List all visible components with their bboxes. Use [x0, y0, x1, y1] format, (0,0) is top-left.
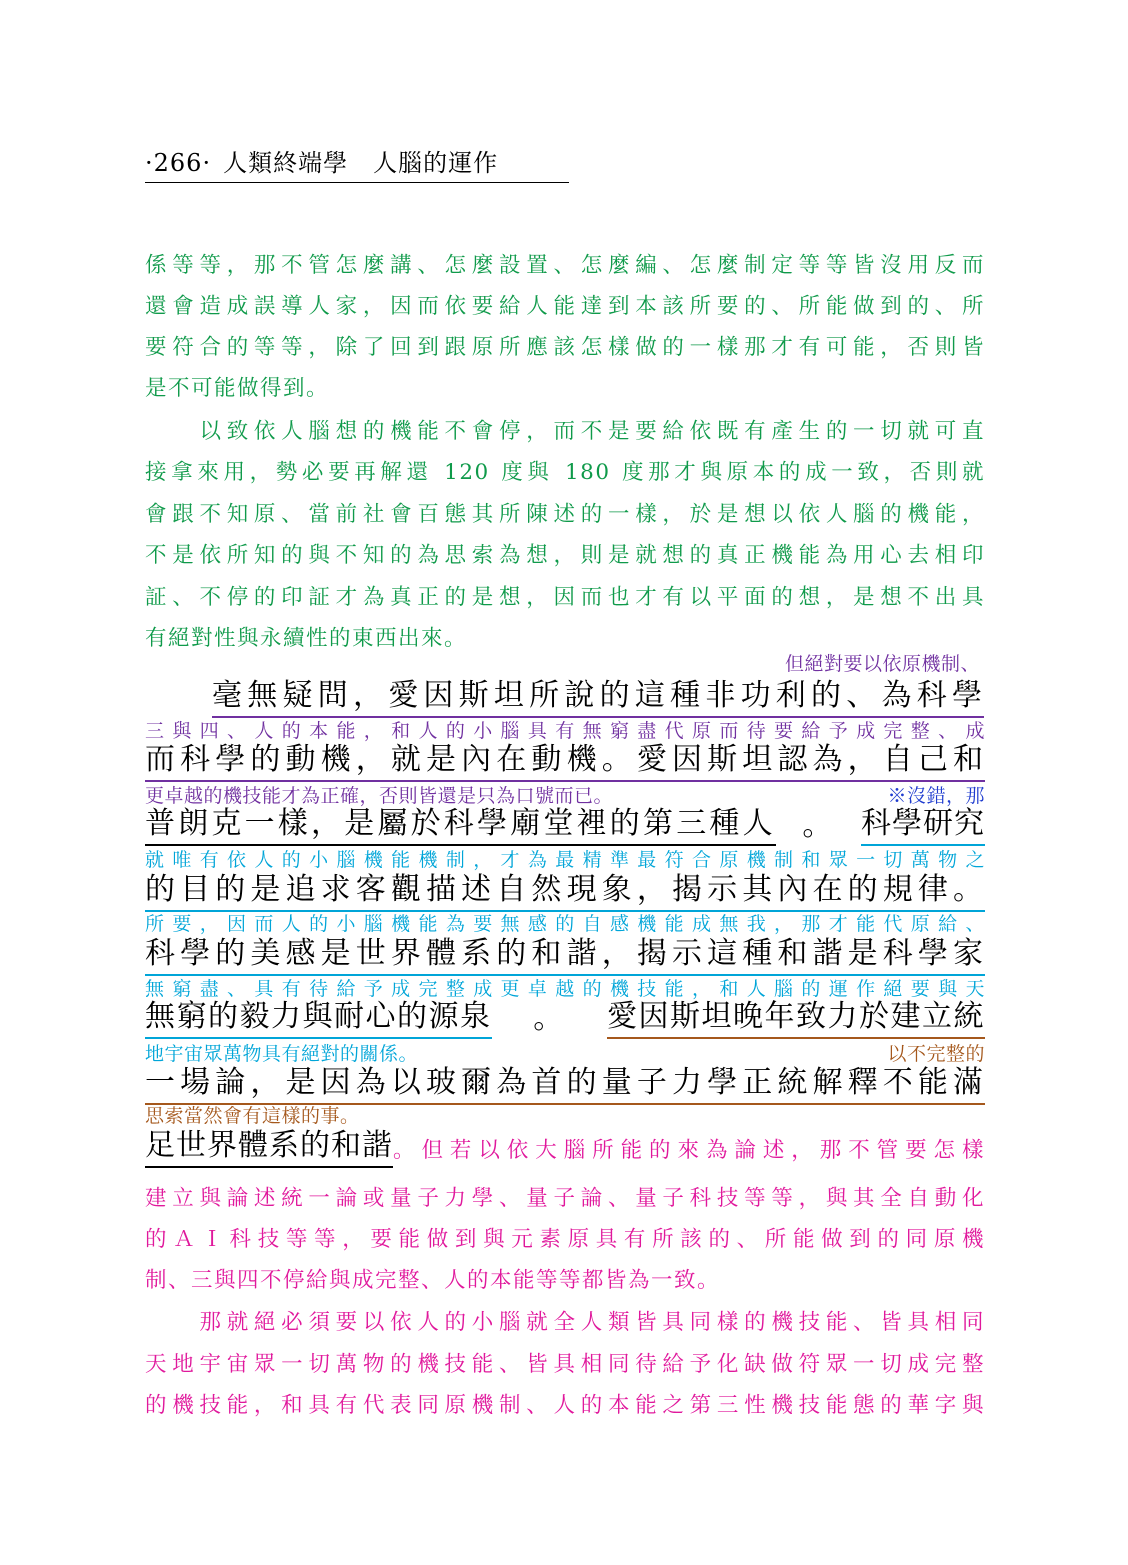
quote-segment: 科學研究: [861, 804, 985, 846]
quote-line: 的目的是追求客觀描述自然現象，揭示其內在的規律。: [145, 870, 985, 912]
quote-line: [145, 806, 985, 846]
text-line: 制、三與四不停給與成完整、人的本能等等都皆為一致。: [145, 1268, 721, 1293]
annotation: 就唯有依人的小腦機能機制，才為最精準最符合原機制和眾一切萬物之: [145, 849, 985, 871]
text-segment: 。但若以依大腦所能的來為論述，那不管要怎樣: [393, 1138, 985, 1163]
page-number: ·266·: [145, 149, 212, 177]
text-line: 接拿來用，勢必要再解還 120 度與 180 度那才與原本的成一致，否則就: [145, 460, 985, 485]
text-line: 是不可能做得到。: [145, 376, 330, 401]
annotation: 三與四、人的本能，和人的小腦具有無窮盡代原而待要給予成完整、成: [145, 720, 985, 742]
mixed-line: [145, 1128, 985, 1168]
quote-line: 而科學的動機，就是內在動機。愛因斯坦認為，自己和: [145, 740, 985, 782]
text-line: 還會造成誤導人家，因而依要給人能達到本該所要的、所能做到的、所: [145, 294, 985, 319]
text-line: 要符合的等等，除了回到跟原所應該怎樣做的一樣那才有可能，否則皆: [145, 335, 985, 360]
text-line: 有絕對性與永續性的東西出來。: [145, 626, 468, 651]
page-header: [145, 148, 569, 183]
text-line: 天地宇宙眾一切萬物的機技能、皆具相同待給予化缺做符眾一切成完整: [145, 1352, 985, 1377]
annotation: 所要，因而人的小腦機能為要無感的自感機能成無我，那才能代原給、: [145, 913, 985, 935]
annotation: 更卓越的機技能才為正確，否則皆還是只為口號而已。: [145, 785, 614, 807]
quote-segment: 。: [533, 1001, 566, 1036]
text-line: 的ＡＩ科技等等，要能做到與元素原具有所該的、所能做到的同原機: [145, 1227, 985, 1252]
annotation: 無窮盡、具有待給予成完整成更卓越的機技能，和人腦的運作絕要與天: [145, 978, 985, 1000]
text-line: 以致依人腦想的機能不會停，而不是要給依既有產生的一切就可直: [145, 419, 985, 444]
text-line: 係等等，那不管怎麼講、怎麼設置、怎麼編、怎麼制定等等皆沒用反而: [145, 253, 985, 278]
text-line: 會跟不知原、當前社會百態其所陳述的一樣，於是想以依人腦的機能，: [145, 502, 985, 527]
quote-line: 一場論，是因為以玻爾為首的量子力學正統解釋不能滿: [145, 1063, 985, 1105]
text-line: 的機技能，和具有代表同原機制、人的本能之第三性機技能態的華字與: [145, 1393, 985, 1418]
annotation: 以不完整的: [887, 1043, 985, 1065]
annotation: 地宇宙眾萬物具有絕對的關係。: [145, 1043, 419, 1065]
annotation: 思索當然會有這樣的事。: [145, 1105, 360, 1127]
annotation: ※沒錯，那: [887, 785, 985, 807]
quote-line: 毫無疑問，愛因斯坦所說的這種非功利的、為科學: [212, 676, 984, 718]
quote-segment: 足世界體系的和諧: [145, 1126, 393, 1168]
quote-segment: 愛因斯坦晚年致力於建立統: [607, 997, 985, 1039]
quote-segment: 普朗克一樣，是屬於科學廟堂裡的第三種人: [145, 804, 776, 846]
quote-segment: 。: [802, 808, 835, 843]
book-title: 人類終端學 人腦的運作: [223, 149, 499, 177]
quote-segment: 無窮的毅力與耐心的源泉: [145, 997, 492, 1039]
quote-line: [145, 999, 985, 1039]
quote-line: 科學的美感是世界體系的和諧，揭示這種和諧是科學家: [145, 934, 985, 976]
text-line: 不是依所知的與不知的為思索為想，則是就想的真正機能為用心去相印: [145, 543, 985, 568]
text-line: 証、不停的印証才為真正的是想，因而也才有以平面的想，是想不出具: [145, 585, 985, 610]
text-line: 那就絕必須要以依人的小腦就全人類皆具同樣的機技能、皆具相同: [145, 1310, 985, 1335]
text-line: 建立與論述統一論或量子力學、量子論、量子科技等等，與其全自動化: [145, 1186, 985, 1211]
annotation: 但絕對要以依原機制、: [784, 653, 980, 675]
